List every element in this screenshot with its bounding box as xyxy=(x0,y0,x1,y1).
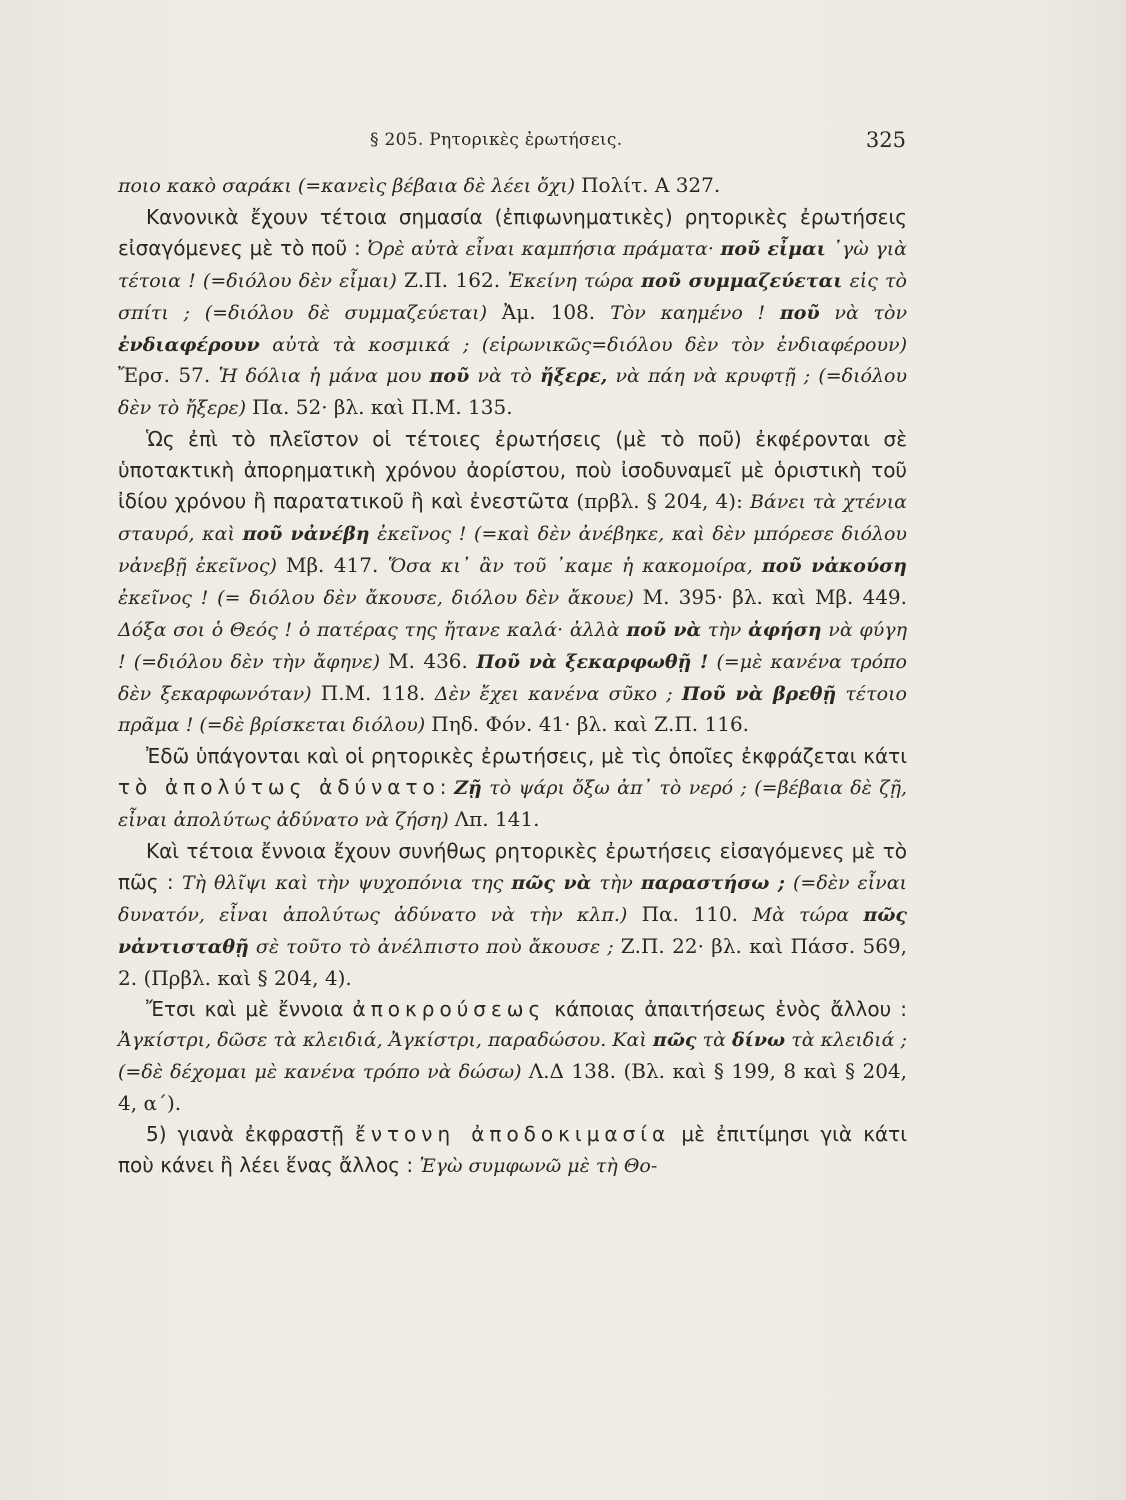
text-segment: Τὸν καημένο ! xyxy=(610,301,780,324)
text-segment: Ἐδῶ ὑπάγονται καὶ οἱ ρητορικὲς ἐρωτήσεις, μὲ τὶς ὁποῖες ἐκφράζεται κάτι xyxy=(146,744,907,769)
paragraph xyxy=(118,1119,907,1182)
text-segment: Δόξα σοι ὁ Θεός ! ὁ πατέρας της ἤτανε καλά· ἀλλὰ xyxy=(118,618,627,641)
text-segment: ἐκεῖνος ! (= διόλου δὲν ἄκουσε, διόλου δὲν ἄκουε) xyxy=(118,586,643,609)
text-segment: ἀποκρούσεως xyxy=(352,996,546,1021)
text-segment: σὲ τοῦτο τὸ ἀνέλπιστο ποὺ ἄκουσε ; xyxy=(248,935,621,958)
running-title: § 205. Ρητορικὲς ἐρωτήσεις. xyxy=(370,130,623,150)
text-segment: ἀφήση xyxy=(748,618,822,641)
paragraph xyxy=(118,836,907,994)
text-segment: Ζ.Π. 22· βλ. καὶ Πάσσ. 569, 2. (Πρβλ. καὶ § 204, 4). xyxy=(118,933,907,990)
body-text xyxy=(118,170,907,1182)
text-segment: δίνω xyxy=(732,1029,786,1052)
text-segment: τὸ ἀπολύτως ἀδύνατο xyxy=(118,775,440,800)
text-segment: Μ. 436. xyxy=(388,648,477,673)
text-segment: τὴν xyxy=(591,871,641,894)
text-segment: Κανονικὰ ἔχουν τέτοια σημασία (ἐπιφωνηματικὲς) ρητορικὲς ἐρωτήσεις εἰσαγόμενες μὲ τὸ ποῦ : xyxy=(118,204,907,260)
text-segment: μὲ ἐπιτίμησι γιὰ κάτι ποὺ κάνει ἢ λέει ἕνας ἄλλος : xyxy=(118,1122,907,1178)
text-segment: κάποιας ἀπαιτήσεως ἑνὸς ἄλλου : xyxy=(545,996,907,1021)
text-segment: Ποῦ νὰ βρεθῇ xyxy=(681,682,837,705)
text-segment: αὐτὰ τὰ κοσμικά ; (εἰρωνικῶς=διόλου δὲν τὸν ἐνδιαφέρουν) xyxy=(259,333,907,356)
text-segment: Καὶ τέτοια ἔννοια ἔχουν συνήθως ρητορικὲς ἐρωτήσεις εἰσαγόμενες μὲ τὸ πῶς : xyxy=(118,839,907,894)
text-segment: 5) γιανὰ ἐκφραστῇ xyxy=(146,1122,356,1147)
text-segment: Λπ. 141. xyxy=(454,807,540,832)
text-segment: ποῦ εἶμαι xyxy=(720,237,826,260)
text-segment: νὰ τὸν xyxy=(819,301,907,324)
text-segment: ποιο κακὸ σαράκι (=κανεὶς βέβαια δὲ λέει ὄχι) xyxy=(118,175,582,197)
text-segment: Ποῦ νὰ ξεκαρφωθῇ ! xyxy=(476,650,709,673)
text-segment: Ζ.Π. 162. xyxy=(403,267,508,292)
text-segment: νὰ τὸ xyxy=(469,365,540,388)
text-segment: νὰ πάη νὰ κρυφτῇ ; (=διόλου δὲν τὸ ἤξερε) xyxy=(118,365,908,420)
text-segment: Ζῇ xyxy=(454,777,482,800)
paragraph xyxy=(118,202,907,424)
text-segment: Π.Μ. 118. xyxy=(320,680,435,705)
paragraph xyxy=(118,741,907,836)
text-segment: Βάνει τὰ χτένια σταυρό, καὶ xyxy=(118,491,907,545)
text-segment: ἤξερε, xyxy=(539,365,608,388)
text-segment: Ὀρὲ αὐτὰ εἶναι καμπήσια πράματα· xyxy=(367,237,721,260)
text-segment: τέτοιο πρᾶμα ! (=δὲ βρίσκεται διόλου) xyxy=(118,682,907,737)
text-segment: Λ.Δ 138. (Βλ. καὶ § 199, 8 καὶ § 204, 4, α΄). xyxy=(118,1059,908,1116)
text-segment: Ἐκείνη τώρα xyxy=(507,269,642,292)
text-segment: Ὡς ἐπὶ τὸ πλεῖστον οἱ τέτοιες ἐρωτήσεις (μὲ τὸ ποῦ) ἐκφέρονται σὲ ὑποτακτικὴ ἀπορηματικὴ χρόνου ἀορίστου, ποὺ ἰσοδυναμεῖ μὲ ὁριστικὴ τοῦ ἰδίου χρόνου ἢ παρατατικοῦ ἢ καὶ ἐνεστῶτα xyxy=(118,427,907,514)
text-segment: παραστήσω ; xyxy=(640,871,785,894)
text-segment: (πρβλ. § 204, 4): xyxy=(576,489,750,514)
page-number: 325 xyxy=(865,128,906,152)
text-segment: Μὰ τώρα xyxy=(752,903,864,926)
text-segment: ποῦ xyxy=(779,301,820,324)
text-segment: Πα. 110. xyxy=(641,901,753,926)
text-segment: Πηδ. Φόν. 41· βλ. καὶ Ζ.Π. 116. xyxy=(431,712,750,737)
text-segment: τὸ ψάρι ὄξω ἀπ᾿ τὸ νερό ; (=βέβαια δὲ ζῇ, εἶναι ἀπολύτως ἀδύνατο νὰ ζήση) xyxy=(118,777,907,832)
text-segment: Μ. 395· βλ. καὶ Μβ. 449. xyxy=(642,584,908,609)
text-segment: Πα. 52· βλ. καὶ Π.Μ. 135. xyxy=(252,395,513,420)
text-segment: τὴν xyxy=(701,618,749,641)
text-segment: νὰ φύγη ! (=διόλου δὲν τὴν ἄφηνε) xyxy=(118,618,907,673)
paragraph xyxy=(118,994,907,1120)
text-segment: (=δὲν εἶναι δυνατόν, εἶναι ἀπολύτως ἀδύνατο νὰ τὴν κλπ.) xyxy=(118,871,908,926)
text-segment: Ἐγὼ συμφωνῶ μὲ τὴ Θο- xyxy=(419,1155,658,1178)
text-segment: Ἡ δόλια ἡ μάνα μου xyxy=(218,365,430,388)
text-segment: τὰ κλειδιά ; (=δὲ δέχομαι μὲ κανένα τρόπο νὰ δώσω) xyxy=(118,1029,907,1084)
text-segment: πῶς νἀντισταθῇ xyxy=(118,903,907,958)
paragraph xyxy=(118,424,907,741)
text-segment: ἐκεῖνος ! (=καὶ δὲν ἀνέβηκε, καὶ δὲν μπόρεσε διόλου νἀνεβῇ ἐκεῖνος) xyxy=(118,522,907,577)
text-segment: εἰς τὸ σπίτι ; (=διόλου δὲ συμμαζεύεται) xyxy=(118,269,907,324)
text-segment: ἔντονη ἀποδοκιμασία xyxy=(355,1122,671,1147)
text-segment: Πολίτ. Α 327. xyxy=(581,173,721,197)
text-segment: Ἀμ. 108. xyxy=(501,299,611,324)
text-segment: τὰ xyxy=(696,1029,732,1052)
text-segment: ᾿γὼ γιὰ τέτοια ! (=διόλου δὲν εἶμαι) xyxy=(118,237,907,292)
text-segment: : xyxy=(439,775,455,800)
text-segment: ποῦ νὰ xyxy=(626,618,702,641)
text-segment: Τὴ θλῖψι καὶ τὴν ψυχοπόνια της xyxy=(181,871,512,894)
text-segment: Ἔτσι καὶ μὲ ἔννοια xyxy=(146,996,353,1021)
text-segment: (=μὲ κανένα τρόπο δὲν ξεκαρφωνόταν) xyxy=(118,650,907,705)
text-segment: Μβ. 417. xyxy=(286,552,388,577)
text-segment: πῶς νὰ xyxy=(511,871,592,894)
text-segment: Ἔρσ. 57. xyxy=(118,363,219,388)
text-segment: Ἀγκίστρι, δῶσε τὰ κλειδιά, Ἀγκίστρι, παραδώσου. Καὶ xyxy=(118,1029,653,1052)
text-segment: πῶς xyxy=(652,1029,697,1052)
text-segment: ποῦ νἀνέβη xyxy=(242,522,370,545)
text-segment: Δὲν ἔχει κανένα σῦκο ; xyxy=(434,682,682,705)
text-segment: ἐνδιαφέρουν xyxy=(118,333,260,356)
paragraph xyxy=(118,170,907,202)
text-segment: Ὅσα κι᾿ ἂν τοῦ ᾿καμε ἡ κακομοίρα, xyxy=(387,554,762,577)
text-segment: ποῦ xyxy=(429,365,470,388)
page-header xyxy=(148,128,906,158)
text-segment: ποῦ νἀκούση xyxy=(761,554,907,577)
text-segment: ποῦ συμμαζεύεται xyxy=(641,269,843,292)
